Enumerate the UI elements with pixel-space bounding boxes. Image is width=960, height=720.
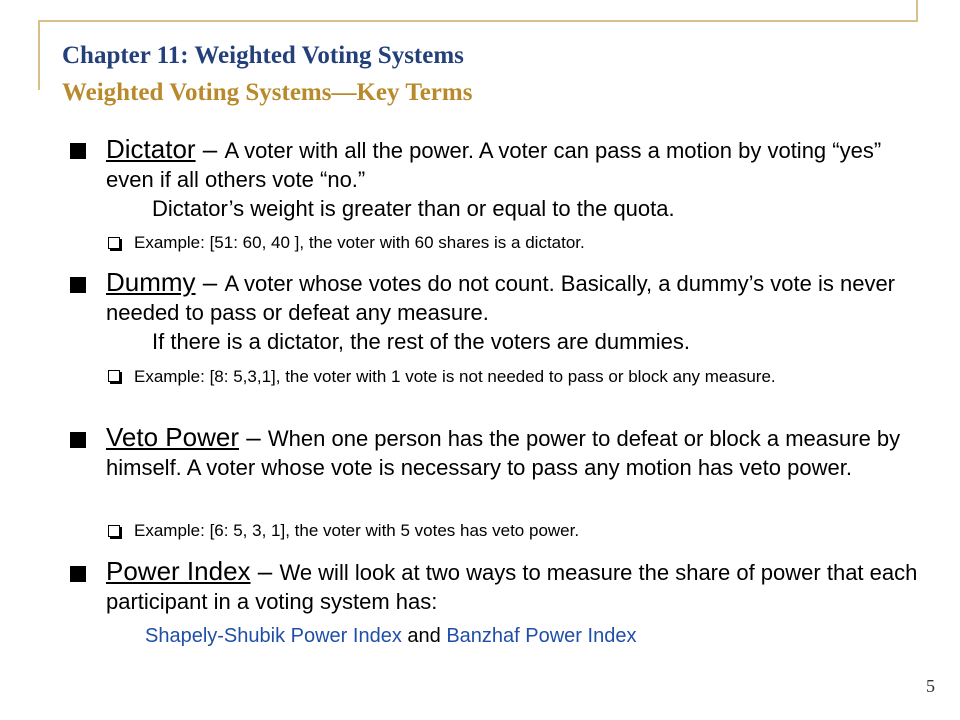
power-index-list (145, 625, 636, 648)
sub-bullet-checkbox-icon (108, 525, 120, 537)
term-example: Example: [51: 60, 40 ], the voter with 60 shares is a dictator. (134, 233, 585, 252)
term-name: Veto Power (106, 422, 239, 452)
term-dash: – (250, 556, 280, 586)
term-note: If there is a dictator, the rest of the voters are dummies. (152, 329, 691, 354)
frame-left-rule (38, 20, 40, 90)
bullet-square-icon (70, 432, 86, 448)
indices-connector: and (407, 625, 441, 647)
term-dash: – (238, 422, 268, 452)
term-dash: – (195, 267, 225, 297)
term-note: Dictator’s weight is greater than or equal to the quota. (152, 196, 675, 221)
bullet-square-icon (70, 143, 86, 159)
term-dictator (106, 135, 920, 223)
term-definition: When one person has the power to defeat or block a measure by himself. A voter whose vote is necessary to pass any motion has veto power. (106, 426, 901, 480)
sub-bullet-checkbox-icon (108, 237, 120, 249)
term-definition: A voter with all the power. A voter can pass a motion by voting “yes” even if all others vote “no.” (106, 138, 882, 192)
term-power-index (106, 557, 920, 616)
term-name: Power Index (106, 556, 251, 586)
slide-title: Chapter 11: Weighted Voting Systems (62, 42, 464, 69)
sub-bullet-checkbox-icon (108, 370, 120, 382)
term-dash: – (195, 134, 225, 164)
banzhaf-index: Banzhaf Power Index (446, 625, 637, 647)
term-definition: We will look at two ways to measure the share of power that each participant in a voting system has: (106, 560, 918, 614)
shapley-shubik-index: Shapely-Shubik Power Index (145, 625, 402, 647)
bullet-square-icon (70, 566, 86, 582)
term-name: Dummy (106, 267, 196, 297)
bullet-square-icon (70, 277, 86, 293)
page-number: 5 (926, 676, 935, 696)
term-definition: A voter whose votes do not count. Basically, a dummy’s vote is never needed to pass or defeat any measure. (106, 271, 896, 325)
term-dummy (106, 268, 920, 356)
slide-subtitle: Weighted Voting Systems—Key Terms (62, 79, 473, 106)
frame-top-rule (38, 20, 918, 22)
term-veto-power (106, 423, 920, 482)
frame-right-rule (916, 0, 918, 22)
term-name: Dictator (106, 134, 196, 164)
term-example: Example: [6: 5, 3, 1], the voter with 5 votes has veto power. (134, 521, 580, 540)
term-example: Example: [8: 5,3,1], the voter with 1 vote is not needed to pass or block any measure. (134, 367, 776, 386)
